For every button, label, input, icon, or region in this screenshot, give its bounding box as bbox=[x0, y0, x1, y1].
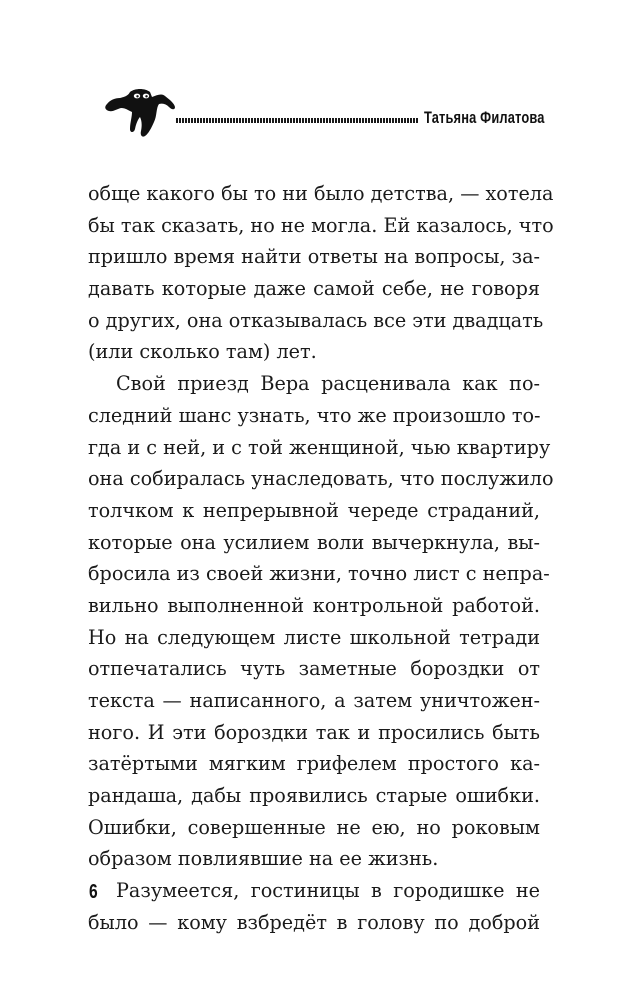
text-line: затёртыми мягким грифелем простого ка- bbox=[88, 752, 540, 776]
text-line: которые она усилием воли вычеркнула, вы- bbox=[88, 530, 540, 554]
page-number: 6 bbox=[89, 881, 98, 903]
text-line: давать которые даже самой себе, не говоря bbox=[88, 277, 540, 301]
paragraph bbox=[88, 178, 554, 368]
text-line: Ошибки, совершенные не ею, но роковым bbox=[88, 815, 540, 839]
text-line: она собиралась унаследовать, что послужило bbox=[88, 467, 554, 491]
page-text bbox=[88, 178, 554, 939]
text-line: следний шанс узнать, что же произошло то- bbox=[88, 403, 541, 427]
running-header bbox=[0, 0, 619, 150]
paragraph bbox=[88, 368, 554, 875]
author-name: Татьяна Филатова bbox=[424, 109, 545, 127]
text-line: Разумеется, гостиницы в городишке не bbox=[116, 879, 540, 903]
text-line: текста — написанного, а затем уничтожен- bbox=[88, 689, 540, 712]
text-line: о других, она отказывалась все эти двадцать bbox=[88, 308, 544, 332]
text-line: (или сколько там) лет. bbox=[88, 340, 317, 364]
text-line: было — кому взбредёт в голову по доброй bbox=[88, 910, 540, 934]
text-line: пришло время найти ответы на вопросы, за- bbox=[88, 245, 540, 269]
text-line: ного. И эти бороздки так и просились быть bbox=[88, 720, 540, 744]
paragraph bbox=[88, 875, 540, 938]
text-line: гда и с ней, и с той женщиной, чью квартиру bbox=[88, 435, 551, 459]
text-line: образом повлиявшие на ее жизнь. bbox=[88, 847, 439, 871]
ghost-icon bbox=[104, 88, 176, 140]
text-line: Свой приезд Вера расценивала как по- bbox=[116, 372, 540, 396]
text-line: вильно выполненной контрольной работой. bbox=[88, 593, 540, 617]
text-line: бросила из своей жизни, точно лист с непра- bbox=[88, 562, 550, 586]
text-line: рандаша, дабы проявились старые ошибки. bbox=[88, 784, 540, 808]
text-line: отпечатались чуть заметные бороздки от bbox=[88, 657, 540, 681]
header-rule bbox=[176, 118, 418, 123]
text-line: бы так сказать, но не могла. Ей казалось, что bbox=[88, 213, 554, 237]
text-line: толчком к непрерывной череде страданий, bbox=[88, 498, 540, 522]
text-line: Но на следующем листе школьной тетради bbox=[88, 625, 540, 649]
text-line: обще какого бы то ни было детства, — хотела bbox=[88, 182, 554, 205]
